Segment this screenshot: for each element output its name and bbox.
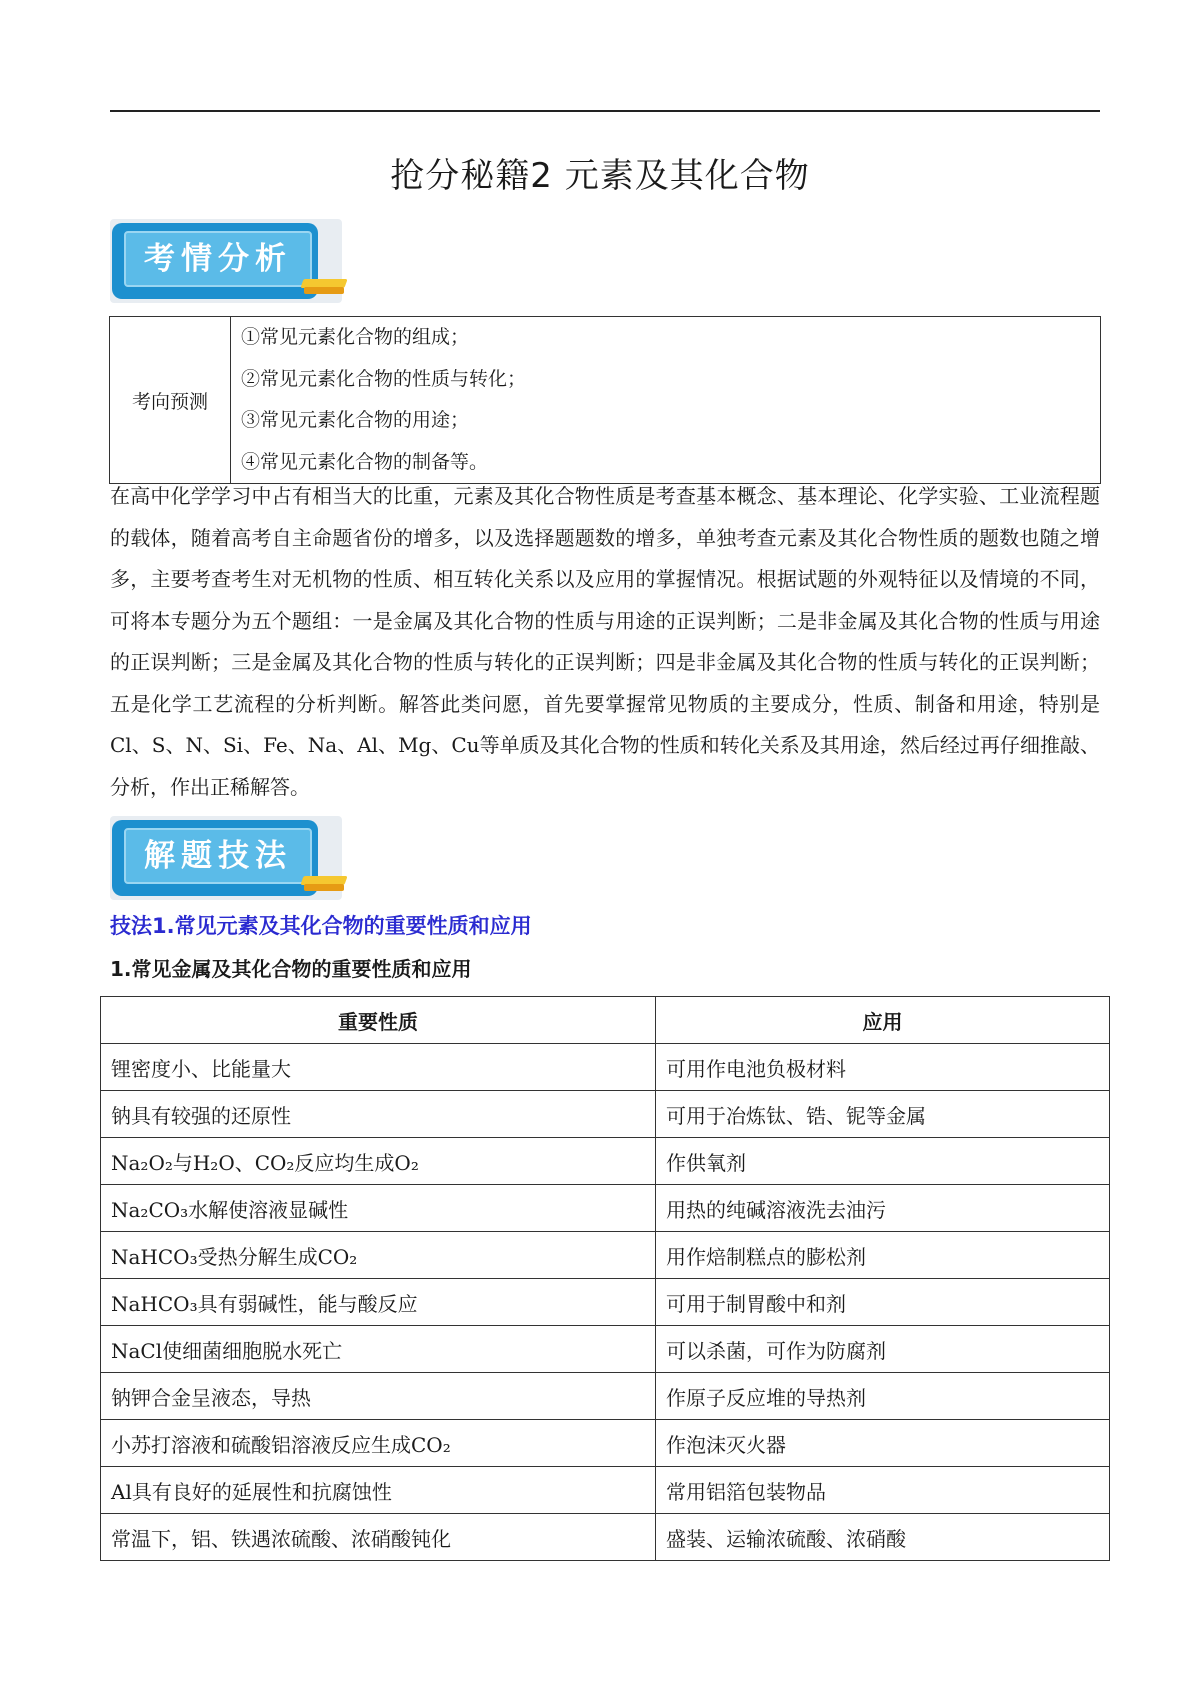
property-cell: NaHCO₃受热分解生成CO₂ xyxy=(101,1232,656,1279)
application-cell: 常用铝箔包装物品 xyxy=(656,1467,1110,1514)
analysis-paragraph: 在高中化学学习中占有相当大的比重，元素及其化合物性质是考查基本概念、基本理论、化学实验、工业流程题的载体，随着高考自主命题省份的增多，以及选择题题数的增多，单独考查元素及其化合物性质的题数也随之增多，主要考查考生对无机物的性质、相互转化关系以及应用的掌握情况。根据试题的外观特征以及情境的不同，可将本专题分为五个题组：一是金属及其化合物的性质与用途的正误判断；二是非金属及其化合物的性质与用途的正误判断；三是金属及其化合物的性质与转化的正误判断；四是非金属及其化合物的性质与转化的正误判断；五是化学工艺流程的分析判断。解答此类问愿，首先要掌握常见物质的主要成分，性质、制备和用途，特别是Cl、S、N、Si、Fe、Na、Al、Mg、Cu等单质及其化合物的性质和转化关系及其用途，然后经过再仔细推敲、分析，作出正稀解答。 xyxy=(110,484,1100,799)
property-cell: 钠具有较强的还原性 xyxy=(101,1091,656,1138)
table-header-row xyxy=(101,997,1110,1044)
property-cell: 小苏打溶液和硫酸铝溶液反应生成CO₂ xyxy=(101,1420,656,1467)
property-cell: Na₂O₂与H₂O、CO₂反应均生成O₂ xyxy=(101,1138,656,1185)
header-application: 应用 xyxy=(656,997,1110,1044)
application-cell: 盛装、运输浓硫酸、浓硝酸 xyxy=(656,1514,1110,1561)
analysis-banner-label: 考情分析 xyxy=(124,231,312,287)
table-row xyxy=(101,1279,1110,1326)
book-icon xyxy=(302,876,346,892)
property-cell: Na₂CO₃水解使溶液显碱性 xyxy=(101,1185,656,1232)
application-cell: 用热的纯碱溶液洗去油污 xyxy=(656,1185,1110,1232)
table-row xyxy=(101,1232,1110,1279)
application-cell: 作泡沫灭火器 xyxy=(656,1420,1110,1467)
table-row xyxy=(101,1091,1110,1138)
exam-forecast-items xyxy=(231,317,1101,484)
application-cell: 可以杀菌，可作为防腐剂 xyxy=(656,1326,1110,1373)
analysis-banner xyxy=(110,219,342,303)
property-cell: NaCl使细菌细胞脱水死亡 xyxy=(101,1326,656,1373)
application-cell: 可用作电池负极材料 xyxy=(656,1044,1110,1091)
header-property: 重要性质 xyxy=(101,997,656,1044)
table-row xyxy=(101,1420,1110,1467)
property-cell: NaHCO₃具有弱碱性，能与酸反应 xyxy=(101,1279,656,1326)
table-row xyxy=(101,1467,1110,1514)
property-cell: Al具有良好的延展性和抗腐蚀性 xyxy=(101,1467,656,1514)
application-cell: 可用于制胃酸中和剂 xyxy=(656,1279,1110,1326)
property-cell: 钠钾合金呈液态，导热 xyxy=(101,1373,656,1420)
exam-forecast-item: ②常见元素化合物的性质与转化； xyxy=(241,367,527,390)
technique-banner xyxy=(110,816,342,900)
table-row xyxy=(101,1185,1110,1232)
application-cell: 可用于冶炼钛、锆、铌等金属 xyxy=(656,1091,1110,1138)
exam-forecast-label: 考向预测 xyxy=(110,317,231,484)
application-cell: 用作焙制糕点的膨松剂 xyxy=(656,1232,1110,1279)
table-row xyxy=(101,1138,1110,1185)
property-cell: 锂密度小、比能量大 xyxy=(101,1044,656,1091)
exam-forecast-table xyxy=(109,316,1101,484)
technique-title: 技法1.常见元素及其化合物的重要性质和应用 xyxy=(110,914,532,938)
property-cell: 常温下，铝、铁遇浓硫酸、浓硝酸钝化 xyxy=(101,1514,656,1561)
table-row xyxy=(101,1373,1110,1420)
exam-forecast-item: ④常见元素化合物的制备等。 xyxy=(241,450,489,473)
technique-banner-label: 解题技法 xyxy=(124,828,312,884)
page-title: 抢分秘籍2 元素及其化合物 xyxy=(390,156,810,196)
header-rule xyxy=(110,110,1100,112)
table-row xyxy=(101,1044,1110,1091)
section-subtitle: 1.常见金属及其化合物的重要性质和应用 xyxy=(110,957,472,981)
application-cell: 作原子反应堆的导热剂 xyxy=(656,1373,1110,1420)
table-row xyxy=(101,1326,1110,1373)
exam-forecast-item: ③常见元素化合物的用途； xyxy=(241,409,470,431)
metal-properties-table xyxy=(100,996,1110,1561)
application-cell: 作供氧剂 xyxy=(656,1138,1110,1185)
book-icon xyxy=(302,279,346,295)
exam-forecast-item: ①常见元素化合物的组成； xyxy=(241,326,470,348)
table-row xyxy=(101,1514,1110,1561)
